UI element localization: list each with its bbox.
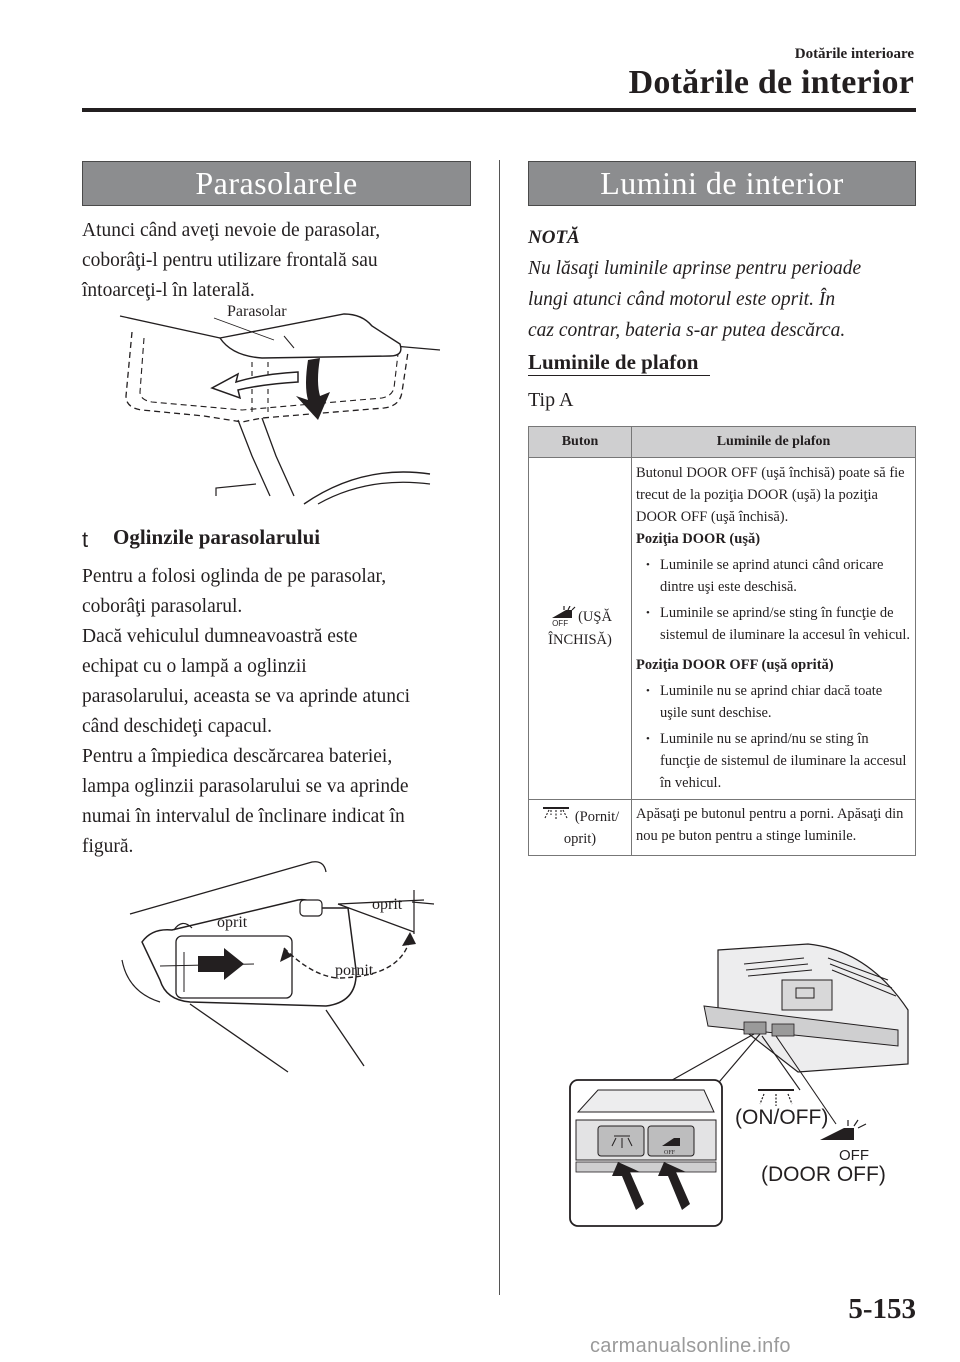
door-off-button-label-1: (UŞĂ <box>578 609 612 625</box>
sun-visors-banner: Parasolarele <box>82 161 471 206</box>
overhead-lights-table <box>528 426 916 856</box>
vanity-mirrors-text: Pentru a folosi oglinda de pe parasolar, coborâţi parasolarul. Dacă vehiculul dumneavoastră este echipat cu o lampă a oglinzii parasolarului, aceasta se va aprinde atunci când deschideţi capacul. Pentru a împiedica descărcarea bateriei, lampa oglinzii parasolarului se va aprinde numai în intervalul de înclinare indicat în figură. <box>82 566 411 857</box>
vanity-mirrors-heading: Oglinzile parasolarului <box>113 525 321 549</box>
note-text: Nu lăsaţi luminile aprinse pentru perioade lungi atunci când motorul este oprit. În caz contrar, bateria s-ar putea descărca. <box>528 258 862 341</box>
sun-visors-intro: Atunci când aveţi nevoie de parasolar, coborâţi-l pentru utilizare frontală sau întoarceţi-l în laterală. <box>82 220 381 301</box>
watermark: carmanualsonline.info <box>590 1335 791 1357</box>
overhead-lights-heading: Luminile de plafon <box>528 350 699 374</box>
sun-visor-figure <box>112 296 442 506</box>
table-header-cell: Buton <box>529 427 632 458</box>
door-off-lamp-icon: OFF <box>548 606 576 628</box>
door-off-label: (DOOR OFF) <box>761 1163 886 1186</box>
off-label-left: oprit <box>217 914 248 931</box>
column-divider <box>499 160 500 1295</box>
interior-lights-banner: Lumini de interior <box>528 161 916 206</box>
svg-text:OFF: OFF <box>664 1150 676 1156</box>
dome-lamp-icon <box>541 806 571 820</box>
page-number: 5-153 <box>848 1293 916 1325</box>
door-off-button-cell <box>529 458 632 800</box>
on-off-label: (ON/OFF) <box>735 1106 829 1129</box>
door-off-button-label-2: ÎNCHISĂ) <box>548 632 612 648</box>
off-label-right: oprit <box>372 896 403 913</box>
dome-button-label-2: oprit) <box>563 831 597 847</box>
door-off-description: Butonul DOOR OFF (uşă închisă) poate să fie trecut de la poziţia DOOR (uşă) la poziţia DOOR OFF (uşă închisă). Poziţia DOOR (uşă) • Luminile se aprind atunci când oricare dintre uşi este deschisă. • Luminile se aprind/se sting în funcţie de sistemul de iluminare la accesul în vehicul. Poziţia DOOR OFF (uşă oprită) • Luminile nu se aprind chiar dacă toate uşile sunt deschise. • Luminile nu se aprind/nu se sting în funcţie de sistemul de iluminare la accesul în vehicul. <box>632 458 916 800</box>
section-subtitle: Dotările interioare <box>794 46 914 62</box>
dome-button-cell <box>529 800 632 856</box>
off-icon-label: OFF <box>839 1147 869 1164</box>
dome-description: Apăsaţi pe butonul pentru a porni. Apăsaţi din nou pe buton pentru a stinge luminile. <box>632 800 916 856</box>
section-title: Dotările de interior <box>628 64 914 101</box>
section-marker: t <box>82 527 89 552</box>
dome-button-label-1: (Pornit/ <box>574 809 620 825</box>
table-row <box>529 458 916 800</box>
table-header-cell: Luminile de plafon <box>632 427 916 458</box>
note-label: NOTĂ <box>528 227 580 248</box>
header-rule <box>82 108 916 112</box>
vanity-mirror-figure <box>112 852 442 1080</box>
table-row <box>529 800 916 856</box>
type-label: Tip A <box>528 389 574 411</box>
table-header-row <box>529 427 916 458</box>
sun-visor-label: Parasolar <box>227 303 287 320</box>
on-label: pornit <box>335 962 374 979</box>
heading-underline <box>528 375 710 376</box>
